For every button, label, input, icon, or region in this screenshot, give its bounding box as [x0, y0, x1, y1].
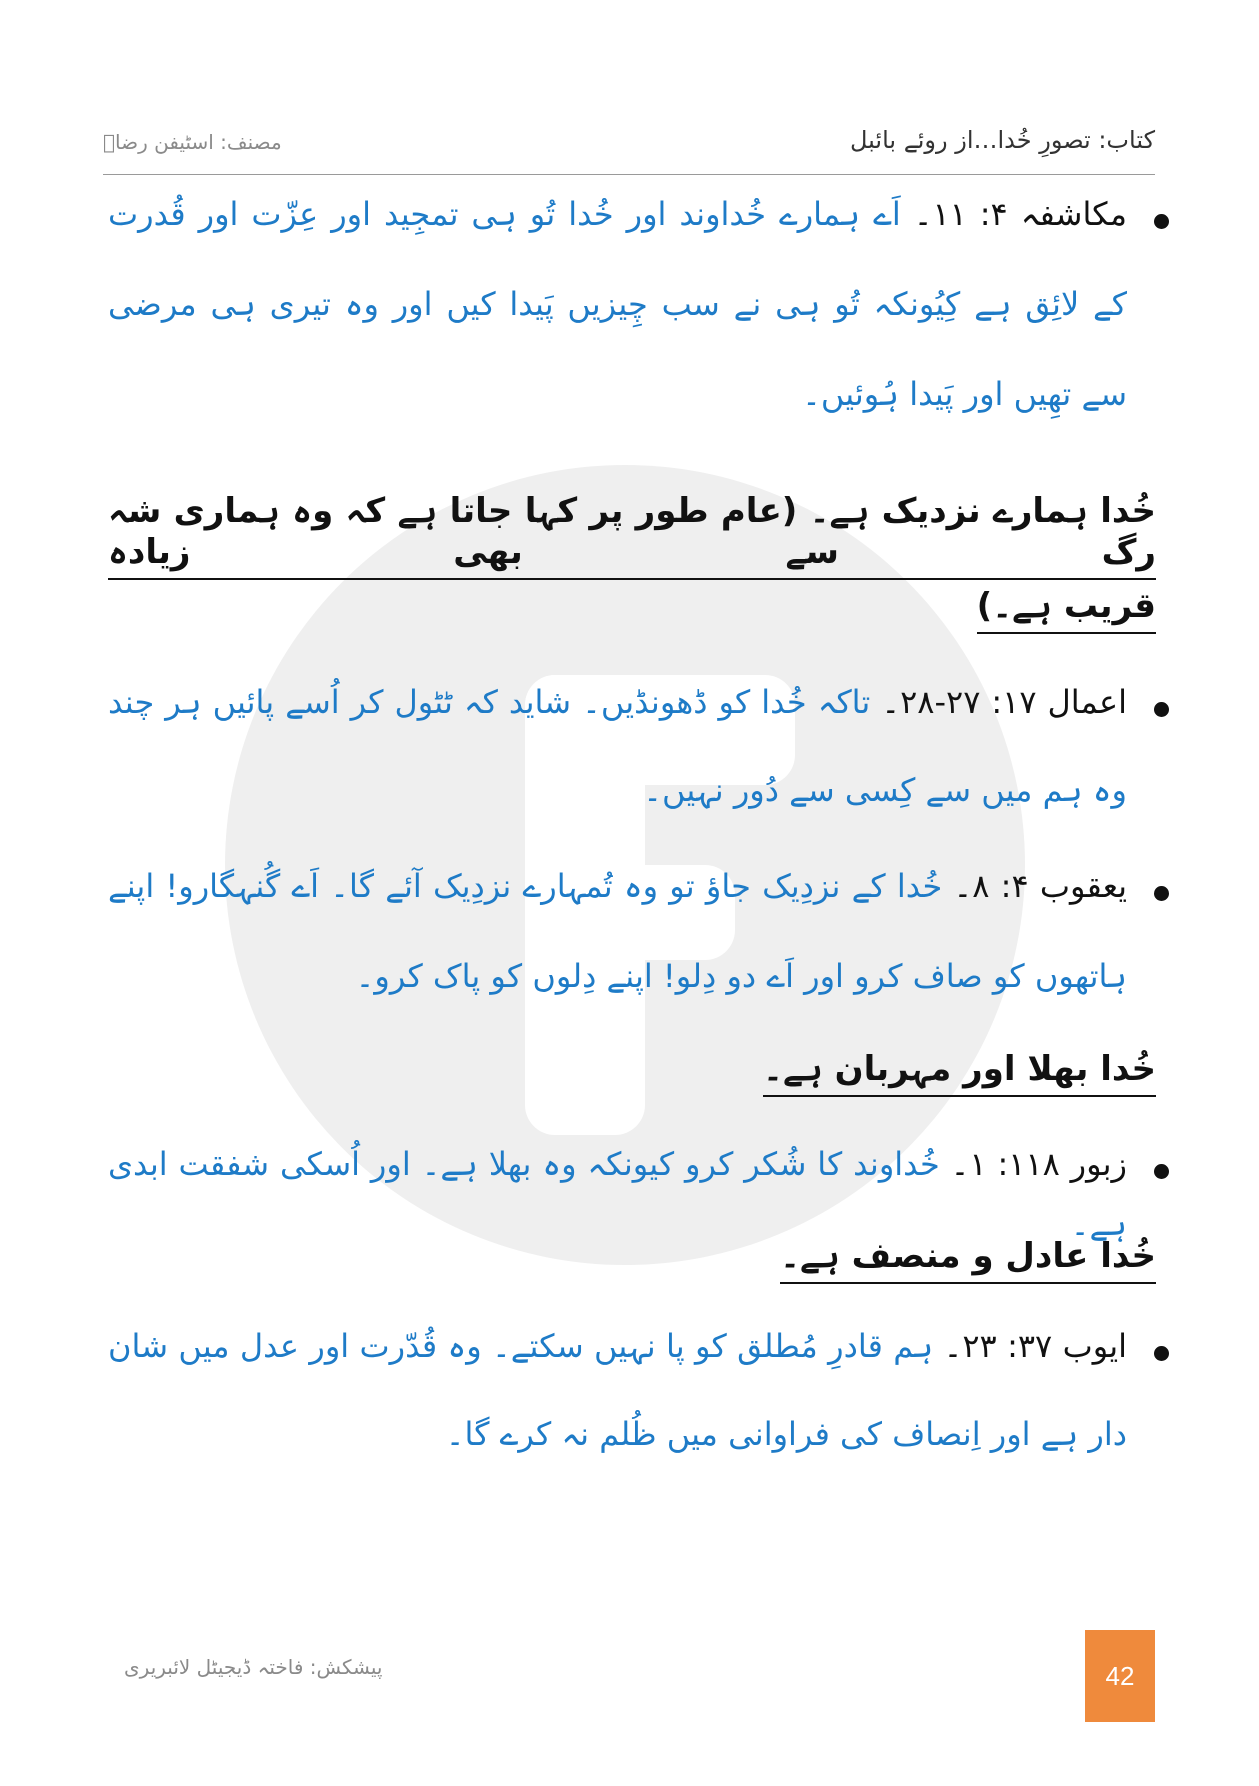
verse-item — [108, 195, 1169, 439]
verse-reference: ایوب ۳۷: ۲۳۔ — [943, 1327, 1128, 1365]
book-title: کتاب: تصورِ خُدا…از روئے بائبل — [849, 126, 1155, 154]
verse-text: اَے ہمارے خُداوند اور خُدا تُو ہی تمجِید اور عِزّت اور قُدرت کے لائِق ہے کِیُونکہ تُو ہی نے سب چِیزیں پَیدا کیں اور وہ تیری ہی مرضی سے تھِیں اور پَیدا ہُوئیں۔ — [108, 195, 1127, 413]
section-heading-continued: قریب ہے۔) — [977, 585, 1156, 634]
verse-item — [108, 683, 1169, 834]
bullet-icon — [1154, 886, 1169, 901]
bullet-icon — [1154, 1346, 1169, 1361]
verse-reference: یعقوب ۴: ۸۔ — [953, 867, 1128, 905]
verse-reference: مکاشفہ ۴: ۱۱۔ — [913, 195, 1127, 233]
verse-text: خُدا کے نزدِیک جاؤ تو وہ تُمہارے نزدِیک آئے گا۔ اَے گُنہگارو! اپنے ہاتھوں کو صاف کرو اور اَے دو دِلو! اپنے دِلوں کو پاک کرو۔ — [108, 867, 1127, 995]
page-number: 42 — [1105, 1660, 1135, 1691]
verse-text: ہم قادرِ مُطلق کو پا نہیں سکتے۔ وہ قُدّرت اور عدل میں شان دار ہے اور اِنصاف کی فراوانی میں ظُلم نہ کرے گا۔ — [108, 1327, 1127, 1453]
publisher-credit: پیشکش: فاختہ ڈیجیٹل لائبریری — [124, 1655, 383, 1679]
page-header — [103, 118, 1155, 175]
verse-reference: زبور ۱۱۸: ۱۔ — [950, 1145, 1128, 1183]
bullet-icon — [1154, 214, 1169, 229]
page-number-badge — [1085, 1630, 1155, 1722]
section-heading: خُدا ہمارے نزدیک ہے۔ (عام طور پر کہا جاتا ہے کہ وہ ہماری شہ رگ سے بھی زیادہ — [108, 490, 1156, 580]
verse-text: تاکہ خُدا کو ڈھونڈیں۔ شاید کہ ٹٹول کر اُسے پائیں ہر چند وہ ہم میں سے کِسی سے دُور نہیں۔ — [108, 683, 1127, 809]
verse-item — [108, 1327, 1169, 1478]
section-heading: خُدا عادل و منصف ہے۔ — [780, 1235, 1156, 1284]
section-heading: خُدا بھلا اور مہربان ہے۔ — [763, 1048, 1156, 1097]
author-name: مصنف: اسٹیفن رضاؔ — [103, 130, 282, 154]
bullet-icon — [1154, 1164, 1169, 1179]
verse-text: خُداوند کا شُکر کرو کیونکہ وہ بھلا ہے۔ اور اُسکی شفقت ابدی ہے۔ — [108, 1145, 1127, 1243]
verse-item — [108, 867, 1169, 1021]
verse-reference: اعمال ۱۷: ۲۷-۲۸۔ — [881, 683, 1128, 721]
bullet-icon — [1154, 702, 1169, 717]
